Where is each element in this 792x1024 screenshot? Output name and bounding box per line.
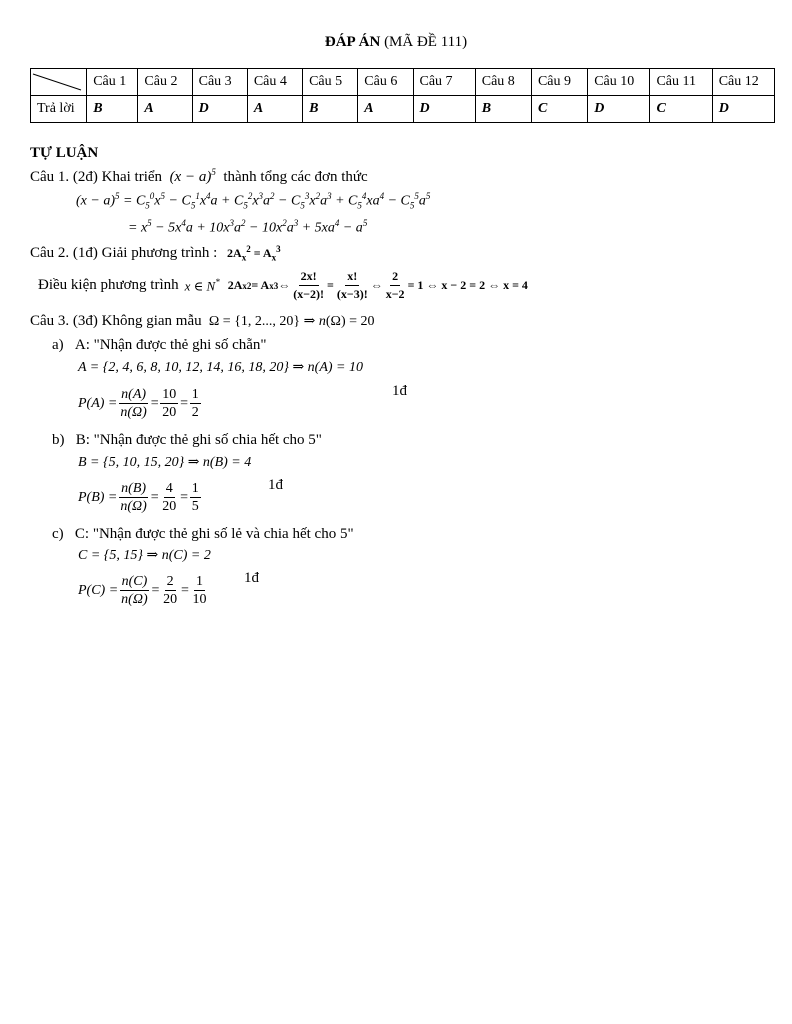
header-cell: Câu 10 [588, 69, 650, 96]
question-1: Câu 1. (2đ) Khai triển $(x - a)^5$ thành tổng các đơn thức [30, 167, 368, 185]
header-cell: Câu 9 [531, 69, 587, 96]
row-label: Trả lời [31, 96, 87, 123]
q3-sample-space: Ω = {1, 2..., 20} ⇒ n(Ω) = 20 [205, 314, 375, 329]
header-cell: Câu 12 [712, 69, 774, 96]
q3-a-set: A = {2, 4, 6, 8, 10, 12, 14, 16, 18, 20} ⇒ n(A) = 10 [78, 360, 363, 375]
answer-cell: C [650, 96, 712, 123]
answer-table-header-row [31, 69, 775, 96]
header-cell: Câu 11 [650, 69, 712, 96]
header-cell: Câu 6 [358, 69, 413, 96]
q3-a-score: 1đ [392, 383, 407, 399]
header-cell: Câu 3 [192, 69, 247, 96]
q3-part-c: c) C: "Nhận được thẻ ghi số lẻ và chia hết cho 5" [52, 526, 354, 542]
header-cell: Câu 8 [475, 69, 531, 96]
q1-expression: $(x - a)^5$ [169, 167, 216, 185]
answer-cell: D [588, 96, 650, 123]
answer-cell: B [303, 96, 358, 123]
answer-cell: D [192, 96, 247, 123]
answer-cell: A [138, 96, 192, 123]
essay-heading: TỰ LUẬN [30, 145, 99, 161]
q2-equation: $2A_x^2 = A_x^3$ [221, 244, 281, 263]
q2-domain: x ∈ N* [184, 276, 220, 294]
answer-cell: D [413, 96, 475, 123]
header-cell: Câu 1 [87, 69, 138, 96]
q3-part-b: b) B: "Nhận được thẻ ghi số chia hết cho 5" [52, 432, 322, 448]
q3-b-score: 1đ [268, 477, 283, 493]
q3-a-probability: P(A) = $\frac{n(A)}{n(\Omega)}$ = $\frac{10}{20}$ = $\frac{1}{2}$ [78, 387, 199, 420]
q2-solution: Điều kiện phương trình x ∈ N* 2A x 2 = A x 3 ⇔ $\frac{2x!}{(x-2)!}$ = $\frac{x!}{(x-3)!}$ ⇔ $\frac{2}{x-2}$ = 1 ⇔ x − 2 = 2 ⇔ x = 4 [38, 269, 528, 301]
answer-cell: D [712, 96, 774, 123]
header-cell: Câu 2 [138, 69, 192, 96]
q3-b-set: B = {5, 10, 15, 20} ⇒ n(B) = 4 [78, 455, 252, 470]
answer-cell: A [247, 96, 302, 123]
question-2: Câu 2. (1đ) Giải phương trình : $2A_x^2 = A_x^3$ [30, 244, 281, 263]
q3-c-probability: P(C) = $\frac{n(C)}{n(\Omega)}$ = $\frac{2}{20}$ = $\frac{1}{10}$ [78, 574, 207, 607]
header-cell: Câu 7 [413, 69, 475, 96]
question-3: Câu 3. (3đ) Không gian mẫu Ω = {1, 2..., 20} ⇒ n(Ω) = 20 [30, 313, 375, 329]
diagonal-line [31, 69, 87, 95]
q3-c-score: 1đ [244, 570, 259, 586]
answer-cell: C [531, 96, 587, 123]
q3-b-probability: P(B) = $\frac{n(B)}{n(\Omega)}$ = $\frac{4}{20}$ = $\frac{1}{5}$ [78, 481, 199, 514]
answer-cell: A [358, 96, 413, 123]
q2-derivation: 2A x 2 = A x 3 ⇔ $\frac{2x!}{(x-2)!}$ = $\frac{x!}{(x-3)!}$ ⇔ $\frac{2}{x-2}$ = 1 ⇔ x − 2 = 2 ⇔ x = 4 [227, 269, 528, 301]
header-cell: Câu 5 [303, 69, 358, 96]
answer-cell: B [87, 96, 138, 123]
answer-cell: B [475, 96, 531, 123]
q1-expansion-line-1: $(x - a)^5 = C_5^0x^5 - C_5^1x^4a + C_5^2x^3a^2 - C_5^3x^2a^3 + C_5^4xa^4 - C_5^5a^5$ [76, 191, 431, 211]
q3-part-a: a) A: "Nhận được thẻ ghi số chẵn" [52, 337, 267, 353]
q1-expansion-line-2: = $x^5 - 5x^4a + 10x^3a^2 - 10x^2a^3 + 5xa^4 - a^5$ [128, 218, 368, 236]
table-corner-cell [31, 69, 87, 96]
header-cell: Câu 4 [247, 69, 302, 96]
q3-c-set: C = {5, 15} ⇒ n(C) = 2 [78, 548, 211, 563]
answer-table-answer-row [31, 96, 775, 123]
answer-table [30, 68, 775, 123]
page-title: ĐÁP ÁN (MÃ ĐỀ 111) [324, 34, 468, 50]
